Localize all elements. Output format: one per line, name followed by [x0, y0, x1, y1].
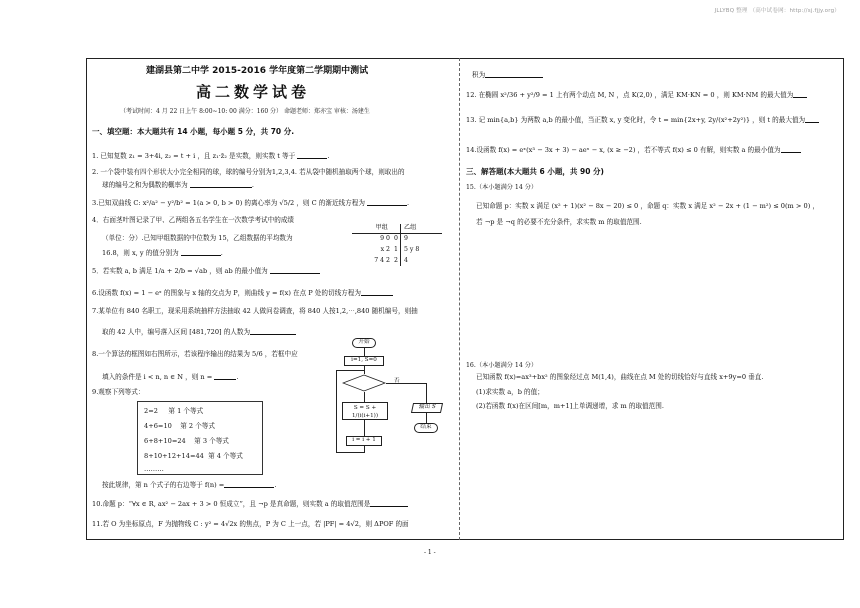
- stem-head-right: 乙组: [404, 224, 417, 231]
- stem-row: [352, 235, 444, 246]
- stem-left-leaves: 7 4 2: [374, 257, 390, 264]
- flow-arrow: [364, 348, 365, 356]
- question-1: 1. 已知复数 z₁ = 3+4i, z₂ = t + i ，且 z₁·z̄₂ 是实数，则实数 t 等于 .: [92, 152, 330, 160]
- question-10: 10.命题 p：“∀x ∈ R, ax² − 2ax + 3 > 0 恒成立”，且 ¬p 是真命题，则实数 a 的取值范围是: [92, 499, 408, 509]
- question-5: 5．若实数 a, b 满足 1/a + 2/b = √ab ，则 ab 的最小值为: [92, 266, 320, 276]
- page-number: - 1 -: [424, 549, 436, 556]
- flow-branch-line: [386, 383, 426, 384]
- question-8-line-1: 8.一个算法的框图如右图所示，若该程序输出的结果为 5/6 ，若框中应: [92, 350, 298, 358]
- answer-blank: [361, 288, 393, 296]
- question-9: 9.观察下列等式：: [92, 388, 145, 396]
- stem-row: [352, 257, 444, 268]
- exam-meta: （考试时间：4 月 22 日上午 8:00~10: 00 满分：160 分） 命题老师：郑亦宝 审核：汤建生: [120, 108, 370, 115]
- question-4-line-2: （单位：分）.已知甲组数据的中位数为 15，乙组数据的平均数为: [102, 234, 293, 242]
- answer-blank: [793, 90, 807, 98]
- flow-arrow: [426, 383, 427, 403]
- question-11-tail: 积为: [472, 70, 543, 80]
- question-4-line-3: 16.8，则 x, y 的值分别为 .: [102, 249, 223, 257]
- answer-blank: [805, 115, 819, 123]
- equation-row: 8+10+12+14=44 第 4 个等式: [144, 452, 243, 460]
- flow-increment: i = i + 1: [346, 436, 382, 446]
- question-2-line-2: 球的编号之和为偶数的概率为 .: [102, 181, 254, 189]
- exam-title: 高二数学试卷: [196, 83, 311, 101]
- question-16-heading: 16.（本小题满分 14 分）: [466, 362, 538, 369]
- flow-loop-line: [336, 370, 364, 371]
- stem-value: 1: [394, 246, 398, 253]
- stem-row: [352, 246, 444, 257]
- question-12: 12. 在椭圆 x²/36 + y²/9 = 1 上有两个动点 M, N ，点 K(2,0) ，满足 KM·KN = 0 ，则 KM·NM 的最大值为: [466, 90, 807, 100]
- column-divider: [459, 58, 460, 540]
- flow-end: 结束: [414, 423, 438, 433]
- question-2-line-1: 2. 一个袋中装有四个形状大小完全相同的球，球的编号分别为1,2,3,4. 若从袋中随机抽取两个球，则取出的: [92, 168, 405, 176]
- answer-blank: [370, 499, 408, 507]
- question-7-line-2: 取的 42 人中，编号落入区间 [481,720] 的人数为: [102, 327, 296, 337]
- stem-value: 0: [394, 235, 398, 242]
- answer-blank: [181, 248, 221, 256]
- answer-blank: [224, 480, 274, 488]
- answer-blank: [190, 180, 252, 188]
- stem-value: 2: [394, 257, 398, 264]
- answer-blank: [781, 145, 801, 153]
- flow-arrow: [364, 366, 365, 374]
- equation-list-box: [137, 401, 263, 475]
- equation-row: 2=2 第 1 个等式: [144, 407, 204, 415]
- flow-arrow: [364, 420, 365, 436]
- flow-no-label: 否: [394, 378, 400, 384]
- question-16-line-2: (1)求实数 a，b 的值；: [476, 388, 544, 396]
- stem-right-leaves: 4: [404, 257, 408, 264]
- question-7-line-1: 7.某单位有 840 名职工，现采用系统抽样方法抽取 42 人做问卷调查，将 840 人按1,2,⋯,840 随机编号，则抽: [92, 307, 418, 315]
- stem-right-leaves: 9: [404, 235, 408, 242]
- stem-head-left: 甲组: [375, 224, 388, 231]
- question-6: 6.设函数 f(x) = 1 − eˣ 的图象与 x 轴的交点为 P，则曲线 y = f(x) 在点 P 处的切线方程为: [92, 288, 393, 298]
- answer-blank: [270, 266, 320, 274]
- flow-init: i=1, S=0: [344, 356, 384, 366]
- stem-left-leaves: 9 0: [380, 235, 390, 242]
- question-8-line-2: 填入的条件是 i < n, n ∈ N ，则 n = .: [102, 373, 239, 381]
- flow-loop-line: [336, 370, 337, 452]
- answer-blank: [367, 198, 407, 206]
- watermark-text: JLLYBQ 整理 （高中试卷网：http://sj.fjjy.org）: [714, 8, 840, 14]
- question-4-line-1: 4．右面茎叶图记录了甲、乙两组各五名学生在一次数学考试中的成绩: [92, 216, 295, 224]
- stem-right-leaves: 5 y 8: [404, 246, 420, 253]
- question-15-line-2: 若 ¬p 是 ¬q 的必要不充分条件，求实数 m 的取值范围.: [476, 218, 642, 226]
- answer-blank: [297, 151, 327, 159]
- answer-blank: [250, 327, 296, 335]
- question-15-heading: 15.（本小题满分 14 分）: [466, 184, 538, 191]
- question-16-line-3: (2)若函数 f(x)在区间[m，m+1]上单调递增，求 m 的取值范围.: [476, 402, 664, 410]
- equation-row: 4+6=10 第 2 个等式: [144, 422, 215, 430]
- equation-row: 6+8+10=24 第 3 个等式: [144, 437, 229, 445]
- flow-decision-diamond: [342, 374, 386, 392]
- flow-output: 输出 S: [411, 403, 443, 413]
- equation-row: ………: [144, 465, 164, 473]
- question-14: 14.设函数 f(x) = eˣ(x³ − 3x + 3) − aeˣ − x, (x ≥ −2) ，若不等式 f(x) ≤ 0 有解，则实数 a 的最小值为: [466, 145, 801, 155]
- answer-blank: [485, 70, 543, 78]
- flow-update: S = S + 1/(i(i+1)): [342, 402, 388, 420]
- question-13: 13. 记 min{a,b} 为两数 a,b 的最小值，当正数 x, y 变化时，令 t = min{2x+y, 2y/(x²+2y²)} ，则 t 的最大值为: [466, 115, 819, 125]
- section-1-heading: 一、填空题：本大题共有 14 小题，每小题 5 分，共 70 分.: [92, 127, 295, 136]
- question-16-line-1: 已知函数 f(x)=ax³+bx² 的图象经过点 M(1,4)，曲线在点 M 处的切线恰好与直线 x+9y=0 垂直.: [476, 373, 764, 381]
- question-15-line-1: 已知命题 p：实数 x 满足 (x² + 1)(x² − 8x − 20) ≤ 0 ，命题 q：实数 x 满足 x² − 2x + (1 − m²) ≤ 0(m > 0) ，: [476, 202, 819, 210]
- flow-start: 开始: [352, 338, 376, 348]
- stem-leaf-plot: [352, 224, 444, 268]
- stem-left-leaves: x 2: [380, 246, 390, 253]
- question-9-tail: 按此规律，第 n 个式子的右边等于 f(n) = .: [102, 481, 277, 489]
- flow-loop-line: [336, 452, 365, 453]
- school-title: 建湖县第二中学 2015-2016 学年度第二学期期中测试: [146, 66, 369, 76]
- section-2-heading: 三、解答题(本大题共 6 小题，共 90 分): [466, 167, 604, 176]
- question-11: 11.若 O 为坐标原点，F 为抛物线 C : y² = 4√2x 的焦点，P 为 C 上一点，若 |PF| = 4√2，则 ΔPOF 的面: [92, 520, 409, 528]
- flow-arrow: [426, 413, 427, 423]
- answer-blank: [214, 372, 236, 380]
- flow-arrow: [364, 392, 365, 402]
- question-3: 3.已知双曲线 C: x²/a² − y²/b² = 1(a > 0, b > 0) 的离心率为 √5/2 ，则 C 的渐近线方程为 .: [92, 199, 410, 207]
